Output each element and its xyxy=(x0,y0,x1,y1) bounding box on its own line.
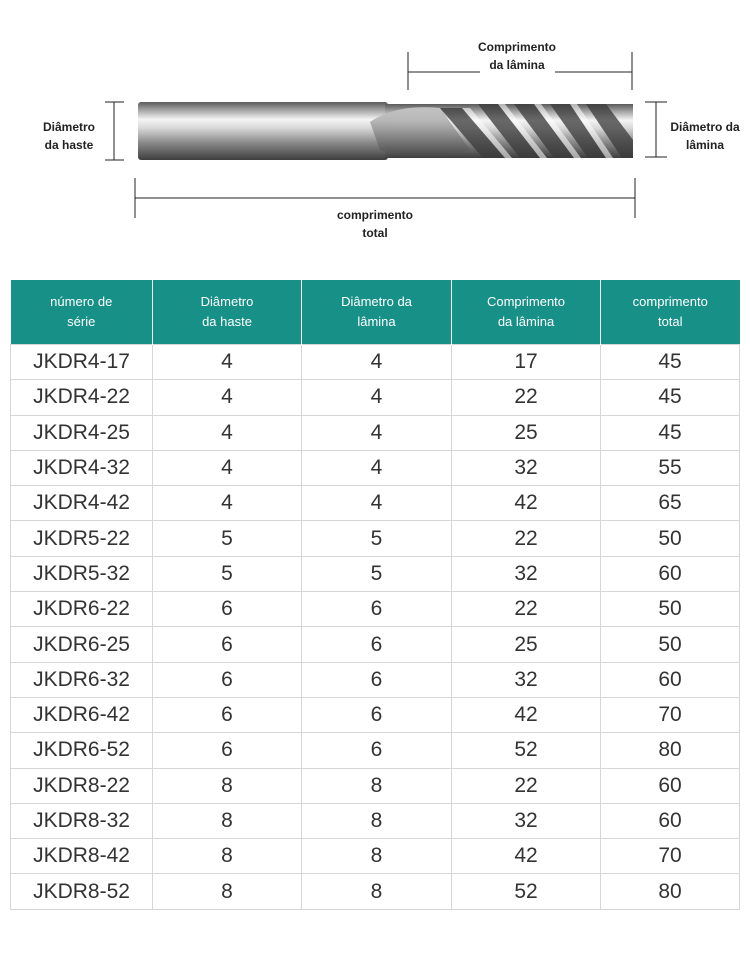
cell-blade-length: 22 xyxy=(452,768,601,803)
table-row xyxy=(11,839,740,874)
cell-serial-number: JKDR6-52 xyxy=(11,733,153,768)
cell-blade-diameter: 4 xyxy=(302,345,452,380)
table-row xyxy=(11,733,740,768)
cell-shank-diameter: 6 xyxy=(153,592,302,627)
table-row xyxy=(11,556,740,591)
cell-shank-diameter: 6 xyxy=(153,662,302,697)
cell-blade-length: 22 xyxy=(452,592,601,627)
cell-blade-length: 22 xyxy=(452,521,601,556)
cell-serial-number: JKDR4-32 xyxy=(11,450,153,485)
cell-shank-diameter: 6 xyxy=(153,733,302,768)
cell-shank-diameter: 4 xyxy=(153,345,302,380)
cell-serial-number: JKDR6-32 xyxy=(11,662,153,697)
header-blade-length: Comprimento da lâmina xyxy=(452,280,601,345)
cell-serial-number: JKDR6-42 xyxy=(11,697,153,732)
cell-blade-diameter: 8 xyxy=(302,874,452,909)
cell-shank-diameter: 8 xyxy=(153,803,302,838)
table-row xyxy=(11,768,740,803)
cell-blade-length: 22 xyxy=(452,380,601,415)
cell-shank-diameter: 5 xyxy=(153,556,302,591)
cell-shank-diameter: 8 xyxy=(153,768,302,803)
cell-total-length: 70 xyxy=(601,839,740,874)
table-row xyxy=(11,627,740,662)
cell-blade-diameter: 4 xyxy=(302,380,452,415)
specification-table xyxy=(10,280,740,910)
cell-blade-length: 32 xyxy=(452,803,601,838)
cell-total-length: 50 xyxy=(601,592,740,627)
cell-serial-number: JKDR8-52 xyxy=(11,874,153,909)
blade-length-label: Comprimento da lâmina xyxy=(478,40,556,72)
header-serial-number: número de série xyxy=(11,280,153,345)
table-row xyxy=(11,345,740,380)
cell-blade-length: 42 xyxy=(452,486,601,521)
cell-total-length: 65 xyxy=(601,486,740,521)
table-row xyxy=(11,803,740,838)
cell-blade-length: 32 xyxy=(452,556,601,591)
cell-blade-diameter: 5 xyxy=(302,556,452,591)
cell-blade-length: 52 xyxy=(452,874,601,909)
header-shank-diameter: Diâmetro da haste xyxy=(153,280,302,345)
cell-shank-diameter: 6 xyxy=(153,627,302,662)
cell-total-length: 55 xyxy=(601,450,740,485)
cell-shank-diameter: 5 xyxy=(153,521,302,556)
cell-blade-length: 25 xyxy=(452,415,601,450)
cell-blade-diameter: 4 xyxy=(302,486,452,521)
cell-total-length: 50 xyxy=(601,627,740,662)
table-row xyxy=(11,380,740,415)
cell-blade-diameter: 6 xyxy=(302,627,452,662)
cell-shank-diameter: 4 xyxy=(153,415,302,450)
cell-blade-length: 25 xyxy=(452,627,601,662)
cell-blade-diameter: 6 xyxy=(302,697,452,732)
cell-blade-length: 32 xyxy=(452,450,601,485)
cell-serial-number: JKDR6-25 xyxy=(11,627,153,662)
cell-blade-diameter: 4 xyxy=(302,415,452,450)
cell-total-length: 45 xyxy=(601,345,740,380)
cell-blade-diameter: 8 xyxy=(302,803,452,838)
cell-serial-number: JKDR4-42 xyxy=(11,486,153,521)
cell-blade-length: 42 xyxy=(452,697,601,732)
cell-total-length: 60 xyxy=(601,662,740,697)
cell-shank-diameter: 8 xyxy=(153,874,302,909)
cell-total-length: 50 xyxy=(601,521,740,556)
table-row xyxy=(11,874,740,909)
cell-total-length: 60 xyxy=(601,803,740,838)
cell-total-length: 45 xyxy=(601,380,740,415)
cell-shank-diameter: 4 xyxy=(153,486,302,521)
shank-shape xyxy=(138,102,388,160)
cell-serial-number: JKDR8-32 xyxy=(11,803,153,838)
table-header-row xyxy=(11,280,740,345)
cell-total-length: 45 xyxy=(601,415,740,450)
table-row xyxy=(11,415,740,450)
table-row xyxy=(11,592,740,627)
shank-diameter-label: Diâmetro da haste xyxy=(42,120,95,152)
cell-serial-number: JKDR4-22 xyxy=(11,380,153,415)
cell-serial-number: JKDR8-42 xyxy=(11,839,153,874)
total-length-label: comprimento total xyxy=(336,208,413,240)
cell-serial-number: JKDR4-17 xyxy=(11,345,153,380)
cell-total-length: 70 xyxy=(601,697,740,732)
cell-total-length: 80 xyxy=(601,733,740,768)
cell-shank-diameter: 8 xyxy=(153,839,302,874)
cell-serial-number: JKDR6-22 xyxy=(11,592,153,627)
cell-blade-length: 32 xyxy=(452,662,601,697)
table-body xyxy=(11,345,740,910)
cell-blade-diameter: 8 xyxy=(302,768,452,803)
header-total-length: comprimento total xyxy=(601,280,740,345)
cell-shank-diameter: 6 xyxy=(153,697,302,732)
table-row xyxy=(11,521,740,556)
cell-total-length: 80 xyxy=(601,874,740,909)
table-row xyxy=(11,697,740,732)
cell-serial-number: JKDR5-22 xyxy=(11,521,153,556)
cell-blade-diameter: 8 xyxy=(302,839,452,874)
cell-total-length: 60 xyxy=(601,556,740,591)
cell-blade-diameter: 6 xyxy=(302,592,452,627)
cell-blade-diameter: 6 xyxy=(302,733,452,768)
cell-shank-diameter: 4 xyxy=(153,380,302,415)
cell-serial-number: JKDR5-32 xyxy=(11,556,153,591)
cell-serial-number: JKDR8-22 xyxy=(11,768,153,803)
cell-blade-length: 52 xyxy=(452,733,601,768)
table-row xyxy=(11,662,740,697)
cell-blade-length: 42 xyxy=(452,839,601,874)
cell-blade-diameter: 5 xyxy=(302,521,452,556)
table-row xyxy=(11,486,740,521)
cell-blade-length: 17 xyxy=(452,345,601,380)
cell-total-length: 60 xyxy=(601,768,740,803)
cell-blade-diameter: 4 xyxy=(302,450,452,485)
tool-diagram xyxy=(0,0,750,260)
header-blade-diameter: Diâmetro da lâmina xyxy=(302,280,452,345)
table-row xyxy=(11,450,740,485)
cell-shank-diameter: 4 xyxy=(153,450,302,485)
blade-diameter-label: Diâmetro da lâmina xyxy=(670,120,740,152)
cell-serial-number: JKDR4-25 xyxy=(11,415,153,450)
cell-blade-diameter: 6 xyxy=(302,662,452,697)
